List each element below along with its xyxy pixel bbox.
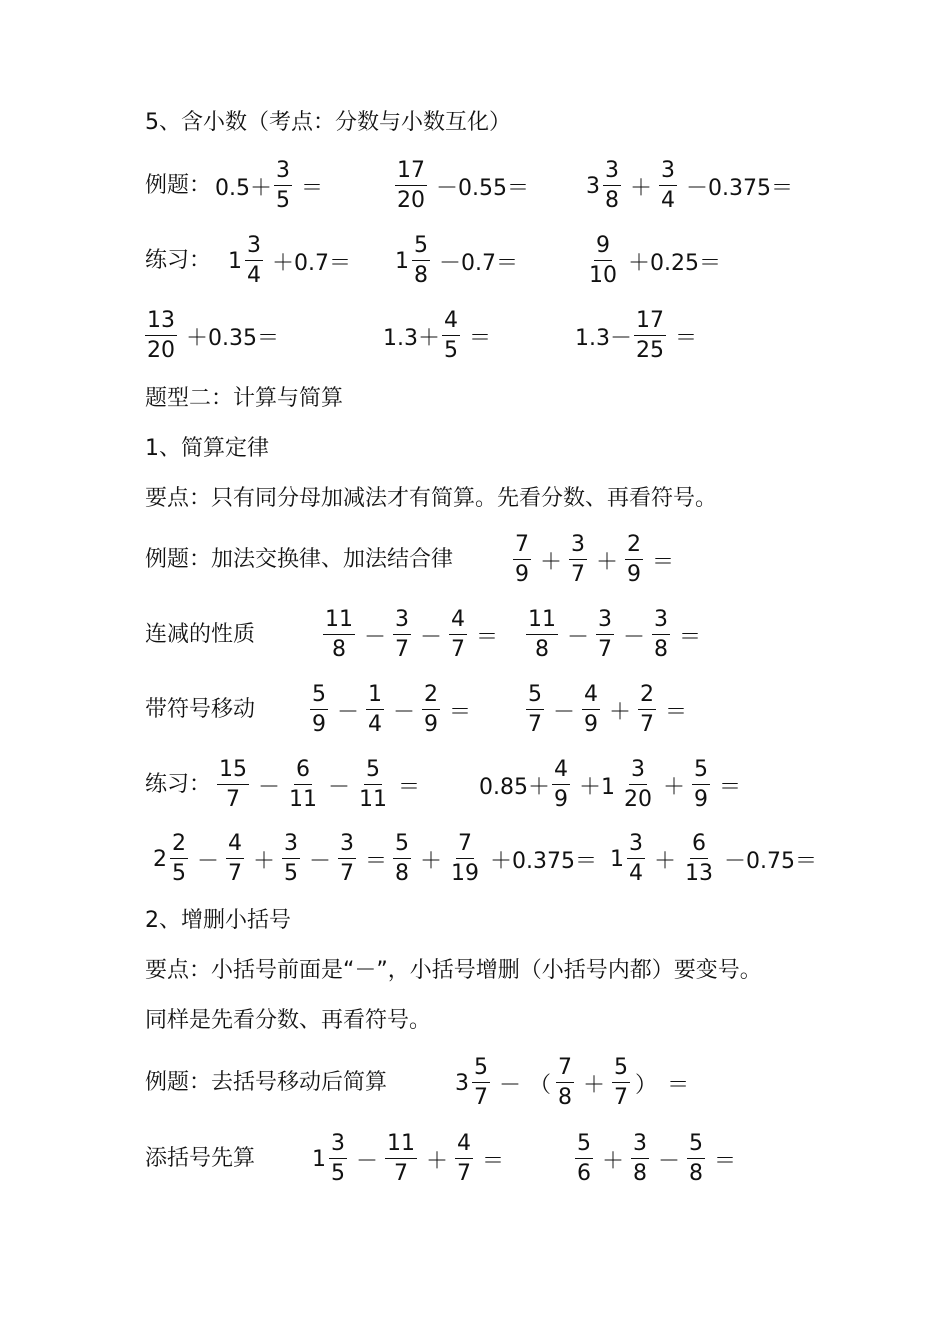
fraction: $\frac{2}{9}$ [627,532,642,587]
practice-expression-8 [479,759,746,811]
example-expression-3 [586,160,798,212]
expr-text: 0.85＋ [479,774,550,800]
fraction: $\frac{3}{5}$ [331,1131,345,1186]
equals-sign: ＝ [652,549,675,575]
fraction: $\frac{5}{7}$ [474,1055,488,1110]
operator: － [393,699,416,725]
fraction: $\frac{4}{7}$ [451,607,466,662]
fraction: $\frac{17}{25}$ [636,308,664,363]
fraction: $\frac{4}{9}$ [584,682,599,737]
fraction: $\frac{6}{11}$ [289,757,318,812]
whole-number: 1 [395,248,409,274]
fraction: $\frac{2}{9}$ [424,682,439,737]
fraction: $\frac{11}{7}$ [387,1131,416,1186]
fraction: $\frac{5}{8}$ [395,831,409,886]
practice-label: 练习： [145,248,212,273]
fraction: $\frac{3}{7}$ [571,532,586,587]
fraction: $\frac{2}{7}$ [640,682,655,737]
add-parentheses-label: 添括号先算 [145,1146,256,1171]
practice-expression-9 [153,833,392,885]
fraction: $\frac{4}{7}$ [228,831,243,886]
section5-heading-row [0,93,950,153]
expr-text: ＋0.375＝ [490,848,597,874]
whole-number: 1 [312,1146,326,1172]
expr-text: ＋0.7＝ [272,250,351,276]
practice-expression-10 [391,833,602,885]
fraction: $\frac{3}{8}$ [654,607,669,662]
equals-sign: ＝ [665,699,688,725]
equals-sign: ＝ [365,848,388,874]
fraction: $\frac{7}{19}$ [451,831,480,886]
key-point-1: 要点：只有同分母加减法才有简算。先看分数、再看符号。 [145,486,718,511]
equals-sign: ＝ [482,1148,505,1174]
section5-example-row [0,156,950,216]
operator: － [623,624,646,650]
fraction: $\frac{4}{9}$ [554,757,568,812]
fraction: $\frac{3}{8}$ [633,1131,648,1186]
fraction: $\frac{3}{4}$ [247,233,261,288]
operator: ＋ [253,848,276,874]
type2-heading: 题型二：计算与简算 [145,386,344,411]
key-point-2b-row [0,991,950,1051]
fraction: $\frac{4}{7}$ [457,1131,472,1186]
fraction: $\frac{5}{8}$ [689,1131,704,1186]
remove-parentheses-expression [455,1057,694,1109]
operator: － [567,624,590,650]
type2-practice-row-2 [0,829,950,889]
fraction: $\frac{5}{11}$ [359,757,388,812]
operator: ＋ [596,549,619,575]
fraction: $\frac{6}{13}$ [685,831,714,886]
operator: ＋1 [579,774,615,800]
fraction: $\frac{3}{4}$ [629,831,643,886]
consecutive-subtraction-expression-2 [524,609,706,661]
practice-expression-3 [585,235,726,287]
operator: ＋ [583,1072,606,1098]
fraction: $\frac{5}{8}$ [414,233,428,288]
add-parentheses-expression-1 [312,1133,509,1185]
fraction: $\frac{17}{20}$ [397,158,425,213]
expr-text: －0.7＝ [439,250,518,276]
fraction: $\frac{11}{8}$ [528,607,556,662]
operator: ＋ [654,848,677,874]
fraction: $\frac{5}{9}$ [694,757,709,812]
fraction: $\frac{3}{7}$ [395,607,410,662]
consecutive-subtraction-label: 连减的性质 [145,622,256,647]
left-parenthesis: （ [529,1072,552,1098]
expr-text: －0.75＝ [724,848,818,874]
addition-law-example-row [0,530,950,590]
operator: － [364,624,387,650]
operator: ＋ [540,549,563,575]
equals-sign: ＝ [679,624,702,650]
operator: － [553,699,576,725]
sign-move-expression-1 [308,684,476,736]
operator: ＋ [663,774,686,800]
addition-law-label: 例题：加法交换律、加法结合律 [145,547,454,572]
operator: － [328,774,351,800]
operator: － [420,624,443,650]
section5-heading: 5、含小数（考点：分数与小数互化） [145,110,511,135]
whole-number: 1 [610,846,624,872]
fraction: $\frac{11}{8}$ [325,607,353,662]
fraction: $\frac{2}{5}$ [172,831,186,886]
expr-text: ＝ [301,175,324,201]
operator: － [658,1148,681,1174]
fraction: $\frac{3}{8}$ [605,158,619,213]
fraction: $\frac{3}{5}$ [276,158,290,213]
whole-number: 3 [586,173,600,199]
expr-text: －0.55＝ [436,175,529,201]
add-parentheses-expression-2 [573,1133,741,1185]
whole-number: 2 [153,846,167,872]
expr-text: 1.3＋ [383,325,440,351]
key-point-2b: 同样是先看分数、再看符号。 [145,1008,432,1033]
key-point-2: 要点：小括号前面是“－”，小括号增删（小括号内都）要变号。 [145,958,762,983]
practice-expression-5 [383,310,496,362]
expr-text: 0.5＋ [215,175,272,201]
fraction: $\frac{13}{20}$ [147,308,175,363]
fraction: $\frac{3}{20}$ [624,757,652,812]
example-expression-1 [215,160,328,212]
addition-law-expression [511,534,679,586]
practice-expression-4 [143,310,284,362]
subsection2-title: 2、增删小括号 [145,908,291,933]
expr-text: ＋0.25＝ [628,250,721,276]
practice-expression-7 [215,759,425,811]
fraction: $\frac{3}{7}$ [598,607,613,662]
operator: ＋ [426,1148,449,1174]
expr-text: －0.375＝ [686,175,793,201]
practice-expression-1 [228,235,356,287]
example-label: 例题： [145,173,212,198]
expr-text: ＝ [469,325,492,351]
operator: － [309,848,332,874]
fraction: $\frac{4}{5}$ [444,308,458,363]
right-parenthesis: ） [635,1072,658,1098]
equals-sign: ＝ [714,1148,737,1174]
sign-move-expression-2 [524,684,692,736]
operator: － [499,1072,522,1098]
key-point-1-row [0,469,950,529]
section5-practice-row-1 [0,231,950,291]
equals-sign: ＝ [667,1072,690,1098]
fraction: $\frac{7}{8}$ [558,1055,573,1110]
operator: － [258,774,281,800]
practice-expression-6 [575,310,702,362]
expr-text: 1.3－ [575,325,632,351]
operator: － [356,1148,379,1174]
remove-parentheses-example-row [0,1053,950,1113]
fraction: $\frac{3}{7}$ [340,831,355,886]
add-parentheses-row [0,1129,950,1189]
subsection1-title: 1、简算定律 [145,436,269,461]
practice-label: 练习： [145,772,212,797]
example-expression-2 [393,160,534,212]
sign-move-label: 带符号移动 [145,697,256,722]
operator: ＋ [630,175,653,201]
fraction: $\frac{3}{4}$ [661,158,676,213]
fraction: $\frac{9}{10}$ [589,233,617,288]
sign-move-row [0,680,950,740]
operator: － [197,848,220,874]
practice-expression-2 [395,235,523,287]
fraction: $\frac{5}{7}$ [614,1055,629,1110]
consecutive-subtraction-row [0,605,950,665]
fraction: $\frac{5}{7}$ [528,682,542,737]
expr-text: ＋0.35＝ [186,325,279,351]
expr-text: ＝ [675,325,698,351]
operator: ＋ [609,699,632,725]
equals-sign: ＝ [398,774,421,800]
equals-sign: ＝ [476,624,499,650]
equals-sign: ＝ [449,699,472,725]
section5-practice-row-2 [0,306,950,366]
whole-number: 3 [455,1070,469,1096]
fraction: $\frac{1}{4}$ [368,682,383,737]
operator: ＋ [420,848,443,874]
consecutive-subtraction-expression-1 [321,609,503,661]
type2-practice-row-1 [0,755,950,815]
remove-parentheses-label: 例题：去括号移动后简算 [145,1070,388,1095]
fraction: $\frac{3}{5}$ [284,831,299,886]
fraction: $\frac{7}{9}$ [515,532,529,587]
practice-expression-11 [610,833,822,885]
equals-sign: ＝ [719,774,742,800]
fraction: $\frac{15}{7}$ [219,757,247,812]
operator: ＋ [602,1148,625,1174]
operator: － [337,699,360,725]
fraction: $\frac{5}{9}$ [312,682,326,737]
whole-number: 1 [228,248,242,274]
fraction: $\frac{5}{6}$ [577,1131,591,1186]
